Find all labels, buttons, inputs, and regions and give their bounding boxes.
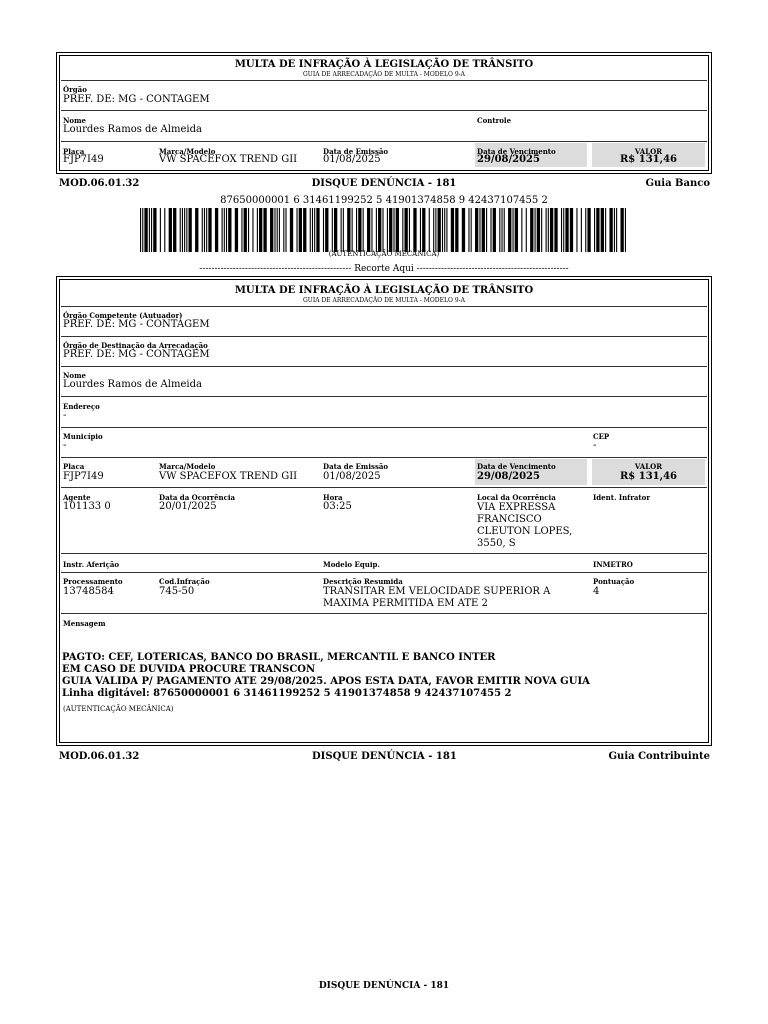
barcode-bar	[215, 208, 218, 252]
divider	[61, 613, 707, 614]
barcode-bar	[422, 208, 425, 252]
barcode-bar	[290, 208, 293, 252]
guia-banco-footer-disque: DISQUE DENÚNCIA - 181	[311, 178, 457, 189]
vencimento-value: 29/08/2025	[477, 471, 540, 482]
barcode-bar	[334, 208, 337, 252]
page-footer-disque: DISQUE DENÚNCIA - 181	[318, 981, 450, 991]
barcode-bar	[347, 208, 350, 252]
guia-banco-footer-mod: MOD.06.01.32	[59, 178, 140, 189]
cod-infracao-value: 745-50	[159, 586, 195, 597]
barcode-bar	[429, 208, 430, 252]
barcode-bar	[451, 208, 454, 252]
barcode-bar	[561, 208, 562, 252]
barcode-bar	[303, 208, 306, 252]
nome-label: Nome	[63, 116, 86, 125]
barcode-bar	[314, 208, 315, 252]
mensagem-line-pagto: PAGTO: CEF, LOTERICAS, BANCO DO BRASIL, MERCANTIL E BANCO INTER	[62, 652, 496, 663]
barcode-bar	[325, 208, 328, 252]
barcode-bar	[323, 208, 324, 252]
local-label: Local da Ocorrência	[477, 493, 556, 502]
municipio-value: -	[63, 440, 67, 451]
controle-label: Controle	[477, 116, 512, 125]
marca-value: VW SPACEFOX TREND GII	[159, 154, 298, 165]
divider	[61, 427, 707, 428]
barcode-bar	[605, 208, 606, 252]
emissao-value: 01/08/2025	[323, 154, 381, 165]
valor-value: R$ 131,46	[619, 471, 678, 482]
descricao-label: Descrição Resumida	[323, 577, 403, 586]
mensagem-label: Mensagem	[63, 619, 106, 628]
barcode-bar	[224, 208, 225, 252]
barcode-bar	[376, 208, 377, 252]
barcode-bar	[160, 208, 161, 252]
barcode-bar	[596, 208, 599, 252]
divider	[61, 80, 707, 81]
barcode-bar	[482, 208, 485, 252]
nome-label: Nome	[63, 371, 86, 380]
barcode-bar	[222, 208, 223, 252]
barcode-bar	[554, 208, 557, 252]
barcode-bar	[537, 208, 540, 252]
barcode-bar	[244, 208, 247, 252]
barcode-bar	[493, 208, 496, 252]
vencimento-label: Data de Vencimento	[477, 147, 556, 156]
divider	[61, 396, 707, 397]
barcode-bar	[404, 208, 407, 252]
barcode-bar	[444, 208, 445, 252]
barcode-bar	[616, 208, 617, 252]
guia-contribuinte-footer-type: Guia Contribuinte	[608, 751, 710, 762]
barcode-bar	[563, 208, 564, 252]
mensagem-line-digitavel: Linha digitável: 87650000001 6 31461199252 5 41901374858 9 42437107455 2	[62, 688, 512, 699]
barcode-auth-label: (AUTENTICAÇÃO MECÂNICA)	[328, 250, 440, 258]
descricao-value: TRANSITAR EM VELOCIDADE SUPERIOR A MAXIMA PERMITIDA EM ATE 2	[323, 586, 551, 609]
barcode-bar	[435, 208, 436, 252]
instr-afericao-label: Instr. Aferição	[63, 560, 120, 569]
barcode-bar	[259, 208, 262, 252]
barcode-bar	[204, 208, 205, 252]
hora-value: 03:25	[323, 501, 352, 512]
orgao-label: Órgão	[63, 85, 87, 94]
barcode-bar	[486, 208, 487, 252]
barcode-bar	[438, 208, 441, 252]
barcode-bar	[206, 208, 207, 252]
barcode-bar	[235, 208, 238, 252]
barcode-bar	[285, 208, 286, 252]
divider	[61, 336, 707, 337]
placa-value: FJP7I49	[63, 471, 104, 482]
barcode-bar	[546, 208, 547, 252]
barcode-bar	[341, 208, 342, 252]
divider	[61, 306, 707, 307]
emissao-label: Data de Emissão	[323, 147, 389, 156]
barcode-bar	[164, 208, 165, 252]
divider	[61, 110, 707, 111]
barcode-bar	[535, 208, 536, 252]
barcode-bar	[601, 208, 604, 252]
barcode-bar	[521, 208, 522, 252]
divider	[61, 141, 707, 142]
barcode-bar	[263, 208, 266, 252]
valor-label: VALOR	[634, 147, 663, 156]
barcode-bar	[550, 208, 553, 252]
barcode-bar	[585, 208, 586, 252]
mensagem-line-duvida: EM CASO DE DUVIDA PROCURE TRANSCON	[62, 664, 316, 675]
barcode-bar	[587, 208, 590, 252]
barcode-bar	[471, 208, 472, 252]
barcode-bar	[186, 208, 187, 252]
barcode-bar	[625, 208, 626, 252]
barcode-image	[140, 208, 626, 252]
barcode-bar	[576, 208, 577, 252]
barcode-bar	[299, 208, 302, 252]
divider	[61, 553, 707, 554]
barcode-bar	[352, 208, 353, 252]
local-value: VIA EXPRESSA FRANCISCO CLEUTON LOPES, 3550, S	[477, 502, 573, 549]
orgao-value: PREF. DE: MG - CONTAGEM	[63, 94, 210, 105]
guia-banco-footer-type: Guia Banco	[645, 178, 710, 189]
barcode-bar	[442, 208, 443, 252]
barcode-bar	[270, 208, 273, 252]
placa-value: FJP7I49	[63, 154, 104, 165]
barcode-bar	[312, 208, 313, 252]
divider	[61, 457, 707, 458]
barcode-bar	[565, 208, 568, 252]
barcode-bar	[515, 208, 518, 252]
barcode-bar	[402, 208, 403, 252]
marca-label: Marca/Modelo	[159, 462, 216, 471]
guia-contribuinte-title: MULTA DE INFRAÇÃO À LEGISLAÇÃO DE TRÂNSITO	[234, 285, 534, 296]
barcode-bar	[433, 208, 434, 252]
barcode-bar	[274, 208, 275, 252]
barcode-bar	[188, 208, 191, 252]
barcode-bar	[490, 208, 491, 252]
agente-label: Agente	[63, 493, 91, 502]
barcode-bar	[508, 208, 511, 252]
barcode-bar	[446, 208, 447, 252]
ocorrencia-value: 20/01/2025	[159, 501, 217, 512]
orgao-destinacao-value: PREF. DE: MG - CONTAGEM	[63, 349, 210, 360]
vencimento-value: 29/08/2025	[477, 154, 540, 165]
ident-infrator-label: Ident. Infrator	[593, 493, 651, 502]
barcode-bar	[283, 208, 284, 252]
barcode-bar	[356, 208, 357, 252]
barcode-bar	[581, 208, 582, 252]
barcode-bar	[208, 208, 211, 252]
barcode-bar	[387, 208, 388, 252]
marca-label: Marca/Modelo	[159, 147, 216, 156]
barcode-bar	[241, 208, 242, 252]
barcode-bar	[526, 208, 527, 252]
guia-contribuinte-subtitle: GUIA DE ARRECADAÇÃO DE MULTA - MODELO 9-A	[302, 297, 465, 304]
pontuacao-value: 4	[593, 586, 600, 597]
barcode-bar	[149, 208, 150, 252]
barcode-bar	[358, 208, 361, 252]
barcode-bar	[310, 208, 311, 252]
barcode-bar	[153, 208, 156, 252]
emissao-value: 01/08/2025	[323, 471, 381, 482]
barcode-bar	[530, 208, 533, 252]
valor-value: R$ 131,46	[619, 154, 678, 165]
emissao-label: Data de Emissão	[323, 462, 389, 471]
barcode-bar	[462, 208, 465, 252]
mensagem-line-validade: GUIA VALIDA P/ PAGAMENTO ATE 29/08/2025. APOS ESTA DATA, FAVOR EMITIR NOVA GUIA	[62, 676, 590, 687]
barcode-bar	[195, 208, 198, 252]
barcode-bar	[182, 208, 183, 252]
nome-value: Lourdes Ramos de Almeida	[63, 124, 202, 135]
barcode-bar	[548, 208, 549, 252]
barcode-bar	[570, 208, 573, 252]
digitable-line: 87650000001 6 31461199252 5 41901374858 9 42437107455 2	[220, 195, 548, 206]
hora-label: Hora	[323, 493, 343, 502]
placa-label: Placa	[63, 462, 85, 471]
contribuinte-auth-label: (AUTENTICAÇÃO MECÂNICA)	[63, 705, 174, 713]
barcode-bar	[363, 208, 364, 252]
cep-value: -	[593, 440, 597, 451]
ocorrencia-label: Data da Ocorrência	[159, 493, 236, 502]
divider	[61, 366, 707, 367]
barcode-bar	[393, 208, 394, 252]
barcode-bar	[382, 208, 383, 252]
processamento-label: Processamento	[63, 577, 123, 586]
municipio-label: Município	[63, 432, 103, 441]
orgao-competente-label: Órgão Competente (Autuador)	[63, 311, 183, 320]
guia-contribuinte-footer-disque: DISQUE DENÚNCIA - 181	[312, 751, 457, 762]
barcode-bar	[184, 208, 185, 252]
barcode-bar	[144, 208, 147, 252]
barcode-bar	[316, 208, 319, 252]
barcode-bar	[455, 208, 458, 252]
barcode-bar	[279, 208, 280, 252]
barcode-bar	[420, 208, 421, 252]
processamento-value: 13748584	[63, 586, 114, 597]
barcode-bar	[609, 208, 612, 252]
barcode-bar	[541, 208, 542, 252]
guia-banco-title: MULTA DE INFRAÇÃO À LEGISLAÇÃO DE TRÂNSITO	[234, 59, 534, 70]
barcode-bar	[499, 208, 500, 252]
barcode-bar	[413, 208, 416, 252]
divider	[61, 487, 707, 488]
barcode-bar	[252, 208, 253, 252]
valor-label: VALOR	[634, 462, 663, 471]
barcode-bar	[409, 208, 410, 252]
barcode-bar	[512, 208, 513, 252]
barcode-bar	[620, 208, 623, 252]
barcode-bar	[169, 208, 172, 252]
barcode-bar	[594, 208, 595, 252]
barcode-bar	[479, 208, 480, 252]
barcode-bar	[501, 208, 502, 252]
barcode-bar	[173, 208, 176, 252]
orgao-competente-value: PREF. DE: MG - CONTAGEM	[63, 319, 210, 330]
guia-banco-subtitle: GUIA DE ARRECADAÇÃO DE MULTA - MODELO 9-A	[302, 71, 465, 78]
barcode-bar	[226, 208, 227, 252]
barcode-bar	[257, 208, 258, 252]
vencimento-label: Data de Vencimento	[477, 462, 556, 471]
barcode-bar	[371, 208, 372, 252]
cut-line: -------------------------------------------------- Recorte Aqui --------------------------------------------------	[199, 264, 569, 274]
barcode-bar	[504, 208, 505, 252]
barcode-bar	[151, 208, 152, 252]
barcode-bar	[367, 208, 370, 252]
cep-label: CEP	[593, 432, 610, 441]
nome-value: Lourdes Ramos de Almeida	[63, 379, 202, 390]
agente-value: 101133 0	[63, 501, 111, 512]
barcode-bar	[248, 208, 249, 252]
barcode-bar	[296, 208, 297, 252]
barcode-bar	[142, 208, 143, 252]
guia-contribuinte-footer-mod: MOD.06.01.32	[59, 751, 140, 762]
barcode-bar	[614, 208, 615, 252]
endereco-value: -	[63, 410, 67, 421]
barcode-bar	[468, 208, 469, 252]
pontuacao-label: Pontuação	[593, 577, 635, 586]
barcode-bar	[202, 208, 203, 252]
placa-label: Placa	[63, 147, 85, 156]
marca-value: VW SPACEFOX TREND GII	[159, 471, 298, 482]
barcode-bar	[140, 208, 141, 252]
orgao-destinacao-label: Órgão de Destinação da Arrecadação	[63, 341, 208, 350]
inmetro-label: INMETRO	[593, 560, 633, 569]
barcode-bar	[180, 208, 181, 252]
barcode-bar	[389, 208, 392, 252]
barcode-bar	[378, 208, 381, 252]
barcode-bar	[343, 208, 344, 252]
barcode-bar	[228, 208, 231, 252]
barcode-bar	[475, 208, 478, 252]
barcode-bar	[332, 208, 333, 252]
modelo-equip-label: Modelo Equip.	[323, 560, 380, 569]
barcode-bar	[277, 208, 278, 252]
barcode-bar	[396, 208, 399, 252]
cod-infracao-label: Cod.Infração	[159, 577, 210, 586]
endereco-label: Endereço	[63, 402, 100, 411]
divider	[61, 572, 707, 573]
